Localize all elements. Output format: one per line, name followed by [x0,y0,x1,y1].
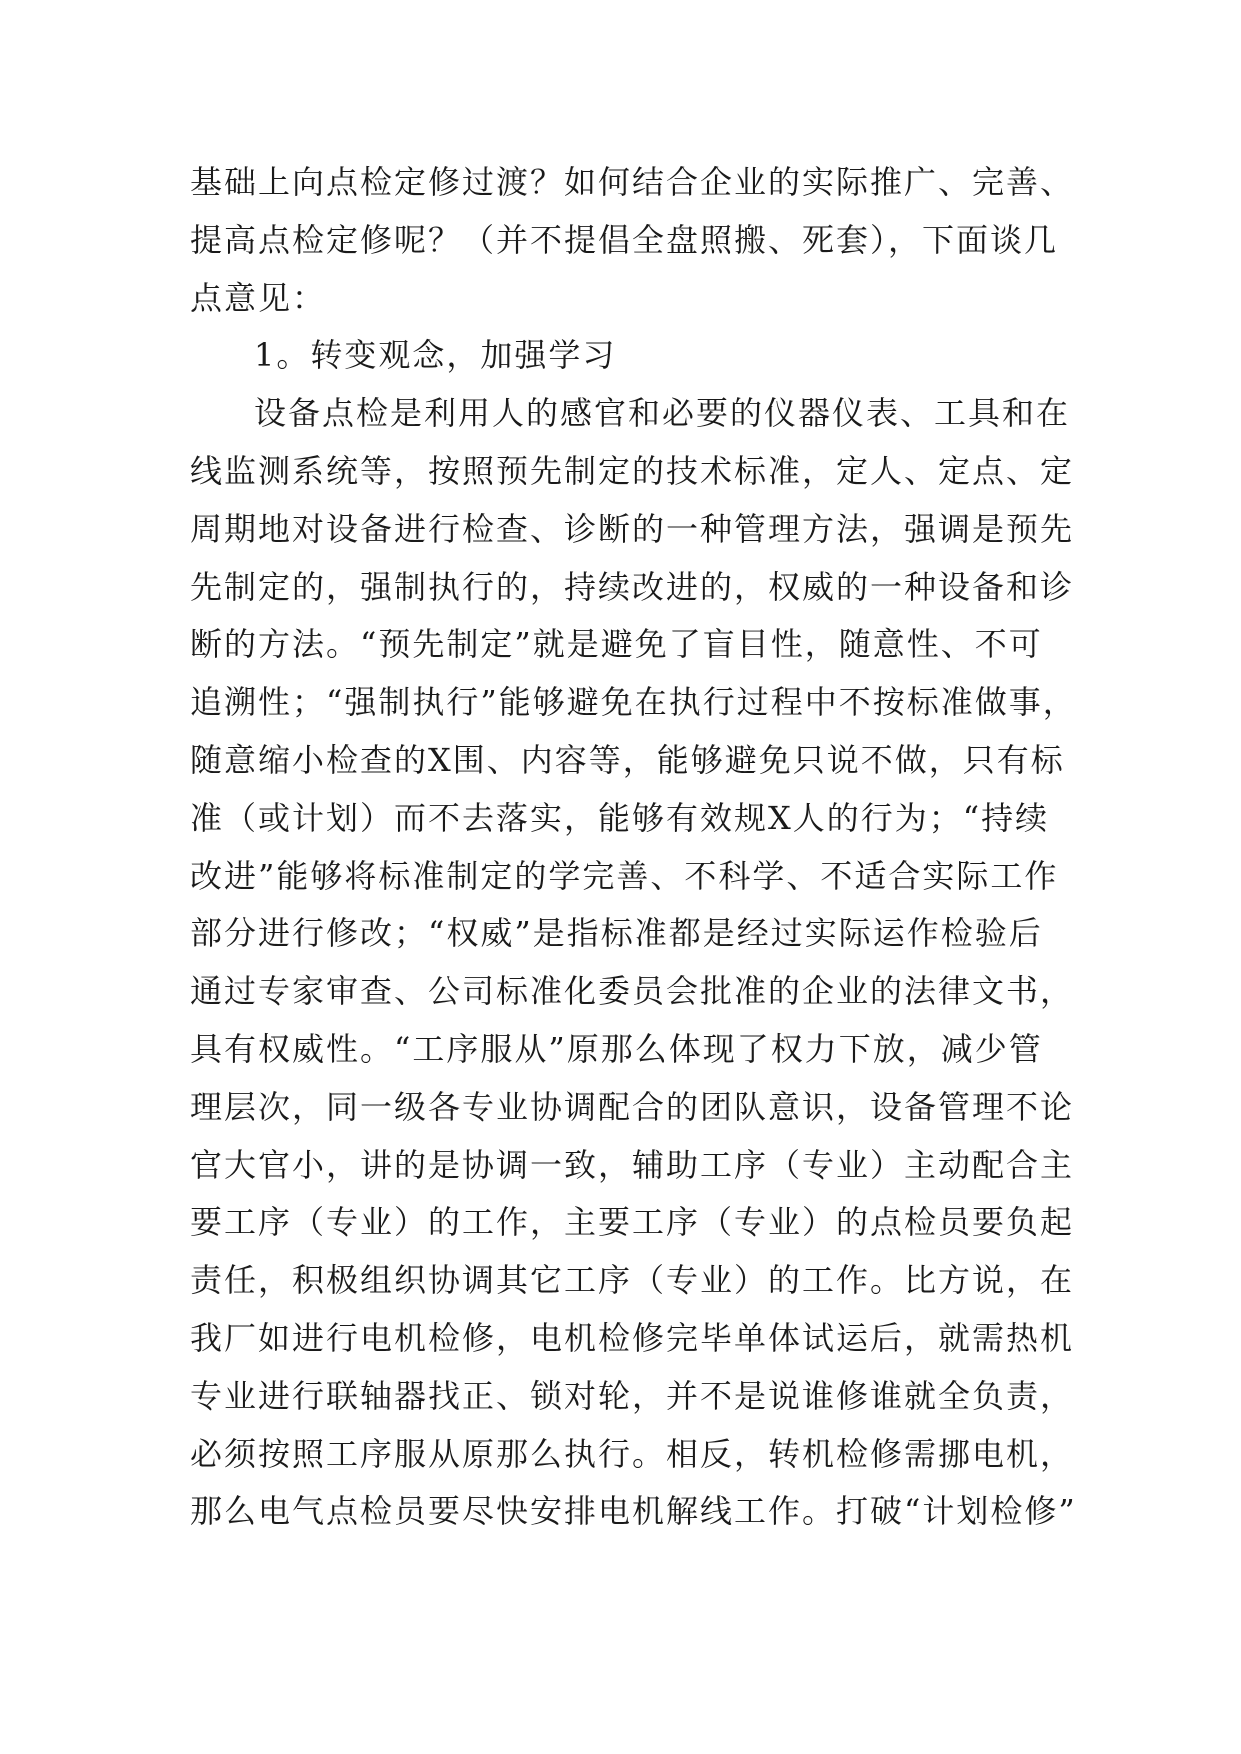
text-line: 准（或计划）而不去落实，能够有效规X人的行为；“持续 [190,798,1050,837]
text-line: 基础上向点检定修过渡？如何结合企业的实际推广、完善、 [190,163,1075,201]
text-line: 追溯性；“强制执行”能够避免在执行过程中不按标准做事， [190,683,1077,722]
text-line: 提高点检定修呢？（并不提倡全盘照搬、死套），下面谈几 [190,220,1059,259]
text-line: 责任，积极组织协调其它工序（专业）的工作。比方说，在 [190,1261,1075,1300]
text-line: 设备点检是利用人的感官和必要的仪器仪表、工具和在 [254,394,1071,433]
text-line: 部分进行修改；“权威”是指标准都是经过实际运作检验后 [190,914,1043,953]
text-line: 我厂如进行电机检修，电机检修完毕单体试运后，就需热机 [190,1318,1075,1357]
text-line: 点意见： [190,278,327,317]
text-line: 先制定的，强制执行的，持续改进的，权威的一种设备和诊 [190,567,1075,606]
text-line: 理层次，同一级各专业协调配合的团队意识，设备管理不论 [190,1087,1075,1126]
text-line: 必须按照工序服从原那么执行。相反，转机检修需挪电机， [190,1434,1075,1473]
text-line: 专业进行联轴器找正、锁对轮，并不是说谁修谁就全负责， [190,1376,1075,1415]
section-heading: 1。转变观念，加强学习 [254,336,617,375]
text-line: 改进”能够将标准制定的学完善、不科学、不适合实际工作 [190,856,1059,895]
text-line: 通过专家审查、公司标准化委员会批准的企业的法律文书， [190,972,1075,1011]
text-line: 周期地对设备进行检查、诊断的一种管理方法，强调是预先 [190,509,1075,548]
text-line: 随意缩小检查的X围、内容等，能够避免只说不做，只有标 [190,740,1065,779]
text-line: 具有权威性。“工序服从”原那么体现了权力下放，减少管 [190,1029,1043,1068]
text-line: 那么电气点检员要尽快安排电机解线工作。打破“计划检修” [190,1492,1077,1531]
text-line: 官大官小，讲的是协调一致，辅助工序（专业）主动配合主 [190,1145,1075,1184]
text-line: 线监测系统等，按照预先制定的技术标准，定人、定点、定 [190,451,1075,490]
text-line: 要工序（专业）的工作，主要工序（专业）的点检员要负起 [190,1203,1075,1242]
body-text [190,154,1077,1541]
text-line: 断的方法。“预先制定”就是避免了盲目性，随意性、不可 [190,625,1043,664]
